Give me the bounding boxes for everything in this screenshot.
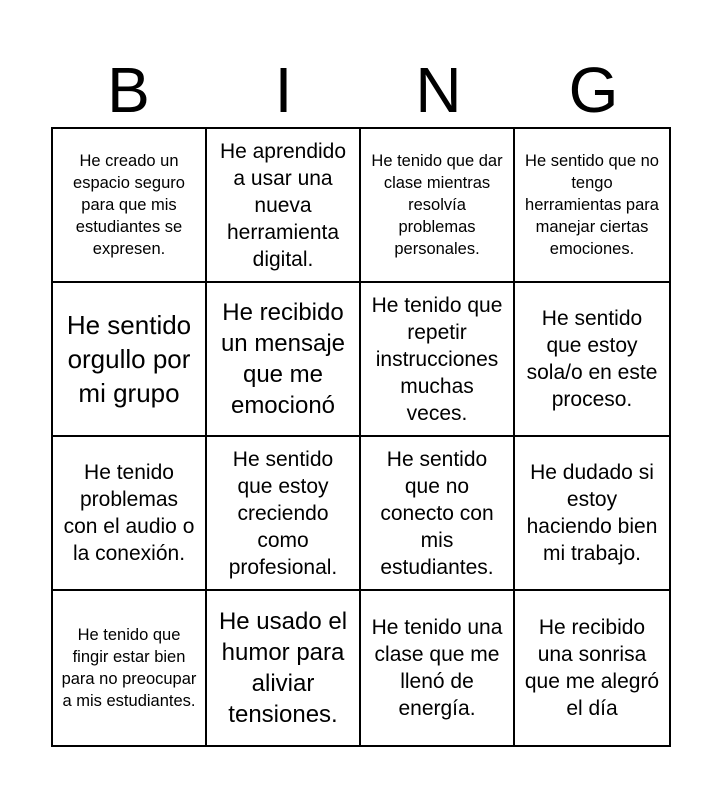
header-letter-i: I <box>274 54 293 126</box>
bingo-cell-text: He aprendido a usar una nueva herramienta digital. <box>219 139 347 271</box>
bingo-cell-text: He usado el humor para aliviar tensiones. <box>218 608 348 728</box>
bingo-cell[interactable] <box>361 283 515 437</box>
bingo-cell[interactable] <box>207 283 361 437</box>
bingo-cell[interactable] <box>515 437 669 591</box>
bingo-cell-text: He tenido que repetir instrucciones muchas veces. <box>371 293 503 425</box>
bingo-cell-text: He sentido que no conecto con mis estudiantes. <box>380 447 494 579</box>
bingo-cell[interactable] <box>361 591 515 745</box>
bingo-cell[interactable] <box>361 437 515 591</box>
bingo-cell[interactable] <box>207 129 361 283</box>
bingo-cell-text: He tenido que dar clase mientras resolvía problemas personales. <box>371 152 503 258</box>
header-letter-g: G <box>568 54 619 126</box>
bingo-cell-text: He recibido un mensaje que me emocionó <box>220 299 346 419</box>
bingo-header <box>51 52 671 128</box>
bingo-cell-text: He tenido problemas con el audio o la conexión. <box>63 461 195 565</box>
bingo-grid <box>51 127 671 747</box>
bingo-cell-text: He sentido que no tengo herramientas para manejar ciertas emociones. <box>525 152 659 258</box>
bingo-cell-text: He sentido orgullo por mi grupo <box>66 310 192 408</box>
header-letter-n: N <box>415 54 462 126</box>
bingo-cell[interactable] <box>53 591 207 745</box>
bingo-cell[interactable] <box>207 591 361 745</box>
bingo-cell-text: He tenido una clase que me llenó de energía. <box>371 616 503 720</box>
bingo-cell[interactable] <box>515 129 669 283</box>
bingo-cell-text: He tenido que fingir estar bien para no preocupar a mis estudiantes. <box>61 626 197 710</box>
bingo-cell-text: He sentido que estoy creciendo como profesional. <box>228 447 338 579</box>
bingo-cell-text: He creado un espacio seguro para que mis estudiantes se expresen. <box>73 152 185 258</box>
bingo-cell[interactable] <box>53 283 207 437</box>
bingo-cell[interactable] <box>515 591 669 745</box>
bingo-cell[interactable] <box>361 129 515 283</box>
bingo-cell-text: He recibido una sonrisa que me alegró el día <box>524 616 660 720</box>
bingo-cell-text: He dudado si estoy haciendo bien mi trabajo. <box>526 461 658 565</box>
bingo-cell-text: He sentido que estoy sola/o en este proceso. <box>526 307 658 411</box>
bingo-cell[interactable] <box>53 437 207 591</box>
bingo-cell[interactable] <box>53 129 207 283</box>
bingo-cell[interactable] <box>207 437 361 591</box>
bingo-cell[interactable] <box>515 283 669 437</box>
header-letter-b: B <box>107 54 150 126</box>
